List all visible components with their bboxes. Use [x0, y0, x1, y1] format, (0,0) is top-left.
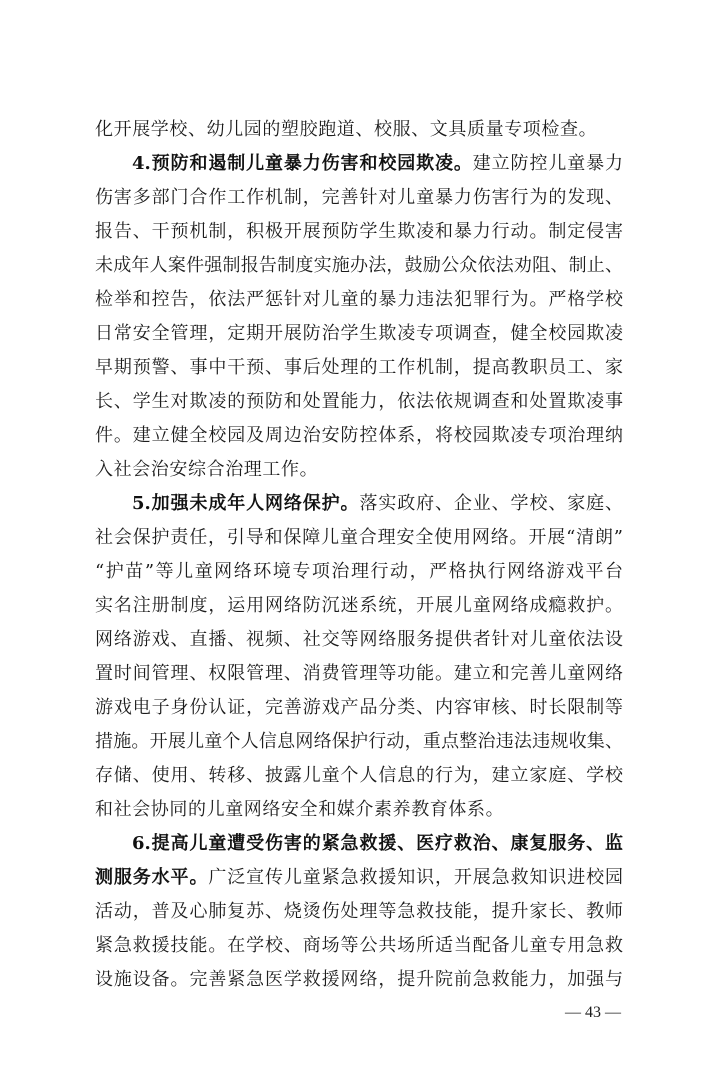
paragraph [95, 113, 623, 147]
text-line [95, 623, 623, 657]
body-text: 早期预警、事中干预、事后处理的工作机制，提高教职员工、家 [95, 357, 623, 378]
text-line [95, 419, 623, 453]
text-line [95, 589, 623, 623]
body-text: 报告、干预机制，积极开展预防学生欺凌和暴力行动。制定侵害 [95, 221, 623, 242]
page-number: — 43 — [565, 1004, 621, 1021]
text-line [95, 793, 623, 827]
body-text: 措施。开展儿童个人信息网络保护行动，重点整治违法违规收集、 [95, 731, 623, 752]
body-text: 建立防控儿童暴力 [472, 153, 623, 174]
text-line [95, 555, 623, 589]
body-text: “护苗”等儿童网络环境专项治理行动，严格执行网络游戏平台 [95, 561, 623, 582]
text-line [95, 929, 623, 963]
text-line [95, 113, 623, 147]
body-text: 入社会治安综合治理工作。 [95, 459, 319, 480]
body-text: 置时间管理、权限管理、消费管理等功能。建立和完善儿童网络 [95, 663, 623, 684]
text-line [95, 521, 623, 555]
text-line [95, 963, 623, 997]
body-text: 和社会协同的儿童网络安全和媒介素养教育体系。 [95, 799, 505, 820]
text-line [95, 215, 623, 249]
text-line [95, 249, 623, 283]
text-line [95, 487, 623, 521]
text-line [95, 385, 623, 419]
text-line [95, 861, 623, 895]
text-line [95, 759, 623, 793]
body-text: 伤害多部门合作工作机制，完善针对儿童暴力伤害行为的发现、 [95, 187, 623, 208]
body-text: 网络游戏、直播、视频、社交等网络服务提供者针对儿童依法设 [95, 629, 623, 650]
text-line [95, 725, 623, 759]
text-line [95, 657, 623, 691]
body-text: 化开展学校、幼儿园的塑胶跑道、校服、文具质量专项检查。 [95, 119, 598, 140]
body-text: 社会保护责任，引导和保障儿童合理安全使用网络。开展“清朗” [95, 527, 623, 548]
item-heading-text: 5.加强未成年人网络保护。 [132, 493, 360, 514]
body-text: 活动，普及心肺复苏、烧烫伤处理等急救技能，提升家长、教师 [95, 901, 623, 922]
body-text: 检举和控告，依法严惩针对儿童的暴力违法犯罪行为。严格学校 [95, 289, 623, 310]
text-line [95, 351, 623, 385]
body-text: 长、学生对欺凌的预防和处置能力，依法依规调查和处置欺凌事 [95, 391, 623, 412]
item-heading-text: 4.预防和遏制儿童暴力伤害和校园欺凌。 [132, 153, 473, 174]
item-heading-text: 测服务水平。 [95, 867, 209, 888]
text-line [95, 283, 623, 317]
body-text: 日常安全管理，定期开展防治学生欺凌专项调查，健全校园欺凌 [95, 323, 623, 344]
paragraph [95, 147, 623, 487]
body-text: 实名注册制度，运用网络防沉迷系统，开展儿童网络成瘾救护。 [95, 595, 623, 616]
body-text: 游戏电子身份认证，完善游戏产品分类、内容审核、时长限制等 [95, 697, 623, 718]
body-text: 存储、使用、转移、披露儿童个人信息的行为，建立家庭、学校 [95, 765, 623, 786]
body-text: 未成年人案件强制报告制度实施办法，鼓励公众依法劝阻、制止、 [95, 255, 623, 276]
body-text: 广泛宣传儿童紧急救援知识，开展急救知识进校园 [208, 867, 624, 888]
body-text: 件。建立健全校园及周边治安防控体系，将校园欺凌专项治理纳 [95, 425, 623, 446]
text-line [95, 147, 623, 181]
text-line [95, 317, 623, 351]
text-line [95, 895, 623, 929]
text-line [95, 827, 623, 861]
body-text: 紧急救援技能。在学校、商场等公共场所适当配备儿童专用急救 [95, 935, 623, 956]
text-line [95, 691, 623, 725]
item-heading-text: 6.提高儿童遭受伤害的紧急救援、医疗救治、康复服务、监 [132, 833, 623, 854]
text-line [95, 181, 623, 215]
body-text: 设施设备。完善紧急医学救援网络，提升院前急救能力，加强与 [95, 969, 623, 990]
paragraph [95, 487, 623, 827]
paragraph [95, 827, 623, 997]
document-body [95, 113, 623, 997]
text-line [95, 453, 623, 487]
body-text: 落实政府、企业、学校、家庭、 [359, 493, 623, 514]
